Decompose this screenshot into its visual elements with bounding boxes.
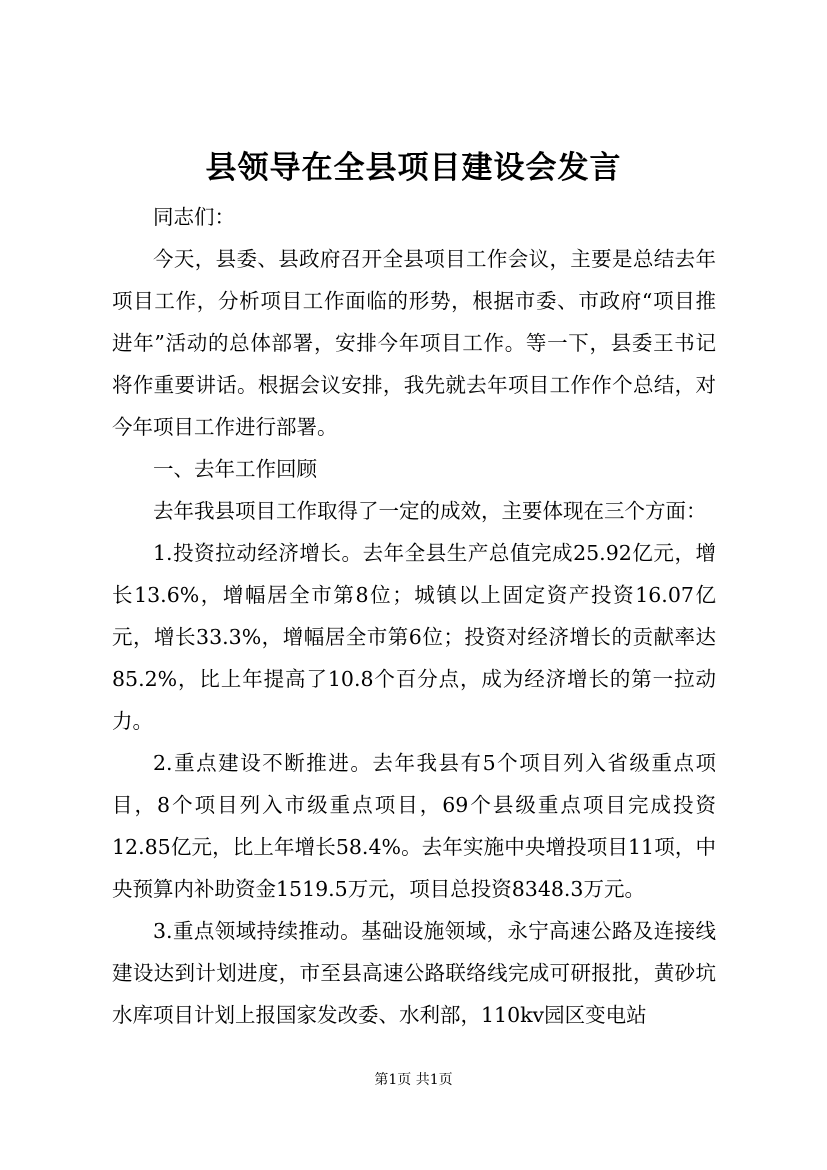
item-3-paragraph: 3.重点领域持续推动。基础设施领域，永宁高速公路及连接线建设达到计划进度，市至县高速公路联络线完成可研报批，黄砂坑水库项目计划上报国家发改委、水利部，110kv园区变电站	[112, 919, 716, 1027]
summary-paragraph: 去年我县项目工作取得了一定的成效，主要体现在三个方面：	[153, 499, 707, 523]
document-body	[112, 196, 716, 1036]
salutation-paragraph: 同志们：	[153, 205, 235, 229]
section-heading: 一、去年工作回顾	[153, 457, 317, 481]
item-1-paragraph: 1.投资拉动经济增长。去年全县生产总值完成25.92亿元，增长13.6%，增幅居全市第8位；城镇以上固定资产投资16.07亿元，增长33.3%，增幅居全市第6位；投资对经济增长的贡献率达85.2%，比上年提高了10.8个百分点，成为经济增长的第一拉动力。	[112, 541, 716, 733]
intro-paragraph: 今天，县委、县政府召开全县项目工作会议，主要是总结去年项目工作，分析项目工作面临的形势，根据市委、市政府“项目推进年”活动的总体部署，安排今年项目工作。等一下，县委王书记将作重要讲话。根据会议安排，我先就去年项目工作作个总结，对今年项目工作进行部署。	[112, 247, 716, 439]
page-number-footer: 第1页 共1页	[374, 1072, 453, 1088]
document-title: 县领导在全县项目建设会发言	[205, 150, 622, 186]
item-2-paragraph: 2.重点建设不断推进。去年我县有5个项目列入省级重点项目，8个项目列入市级重点项目，69个县级重点项目完成投资12.85亿元，比上年增长58.4%。去年实施中央增投项目11项，中央预算内补助资金1519.5万元，项目总投资8348.3万元。	[112, 751, 716, 901]
